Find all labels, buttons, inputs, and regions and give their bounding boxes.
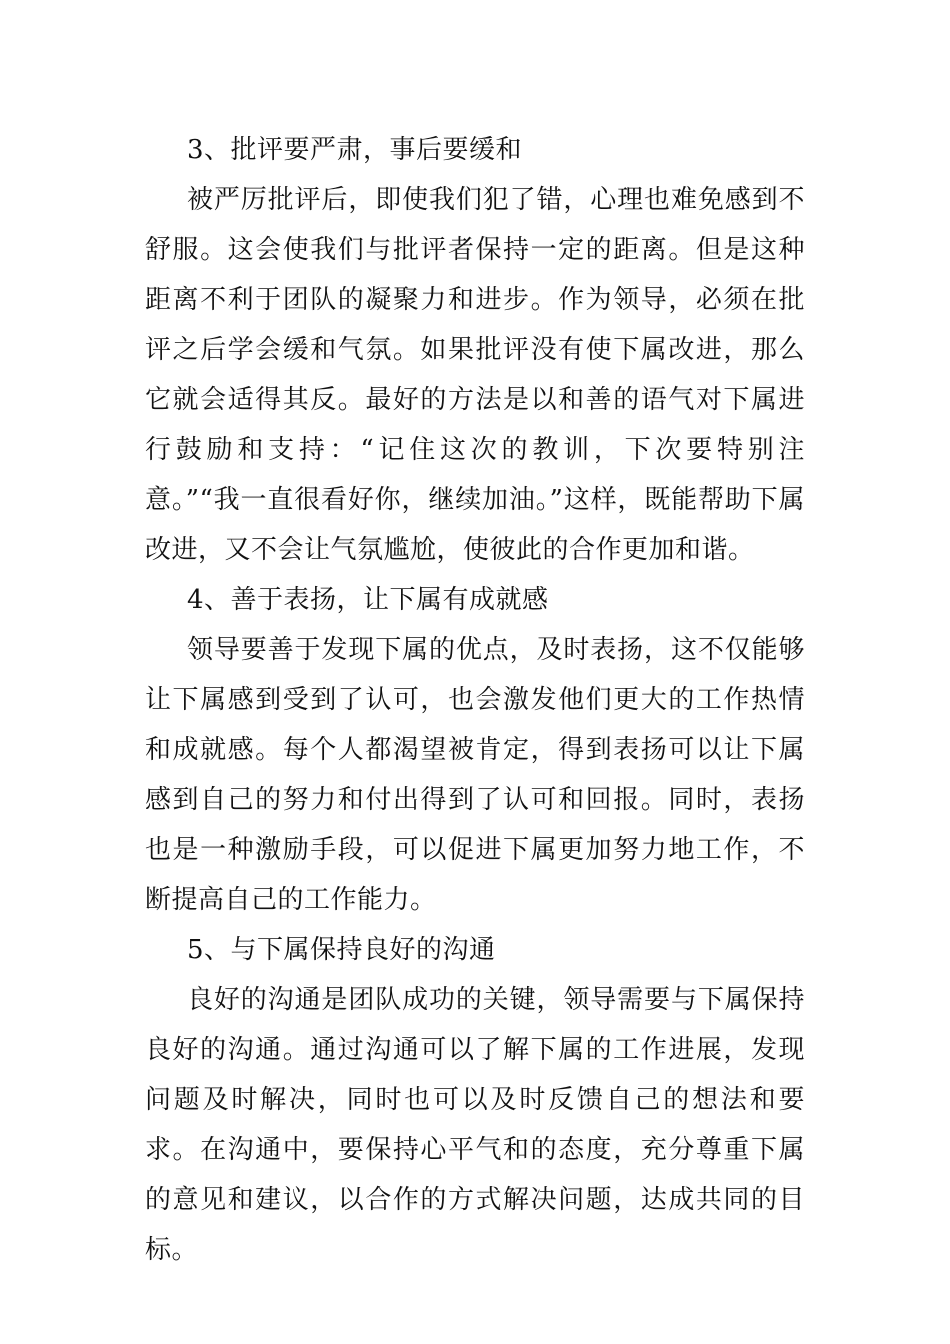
document-body bbox=[145, 125, 805, 1275]
section-5-heading: 5、与下属保持良好的沟通 bbox=[187, 935, 496, 965]
section-4-paragraph: 领导要善于发现下属的优点，及时表扬，这不仅能够让下属感到受到了认可，也会激发他们更大的工作热情和成就感。每个人都渴望被肯定，得到表扬可以让下属感到自己的努力和付出得到了认可和回报。同时，表扬也是一种激励手段，可以促进下属更加努力地工作，不断提高自己的工作能力。 bbox=[145, 635, 805, 915]
section-5-paragraph: 良好的沟通是团队成功的关键，领导需要与下属保持良好的沟通。通过沟通可以了解下属的工作进展，发现问题及时解决，同时也可以及时反馈自己的想法和要求。在沟通中，要保持心平气和的态度，充分尊重下属的意见和建议，以合作的方式解决问题，达成共同的目标。 bbox=[145, 985, 805, 1265]
section-4-heading: 4、善于表扬，让下属有成就感 bbox=[187, 585, 549, 615]
section-3-heading: 3、批评要严肃，事后要缓和 bbox=[187, 135, 523, 165]
section-3-paragraph: 被严厉批评后，即使我们犯了错，心理也难免感到不舒服。这会使我们与批评者保持一定的距离。但是这种距离不利于团队的凝聚力和进步。作为领导，必须在批评之后学会缓和气氛。如果批评没有使下属改进，那么它就会适得其反。最好的方法是以和善的语气对下属进行鼓励和支持：“记住这次的教训，下次要特别注意。”“我一直很看好你，继续加油。”这样，既能帮助下属改进，又不会让气氛尴尬，使彼此的合作更加和谐。 bbox=[145, 185, 805, 565]
